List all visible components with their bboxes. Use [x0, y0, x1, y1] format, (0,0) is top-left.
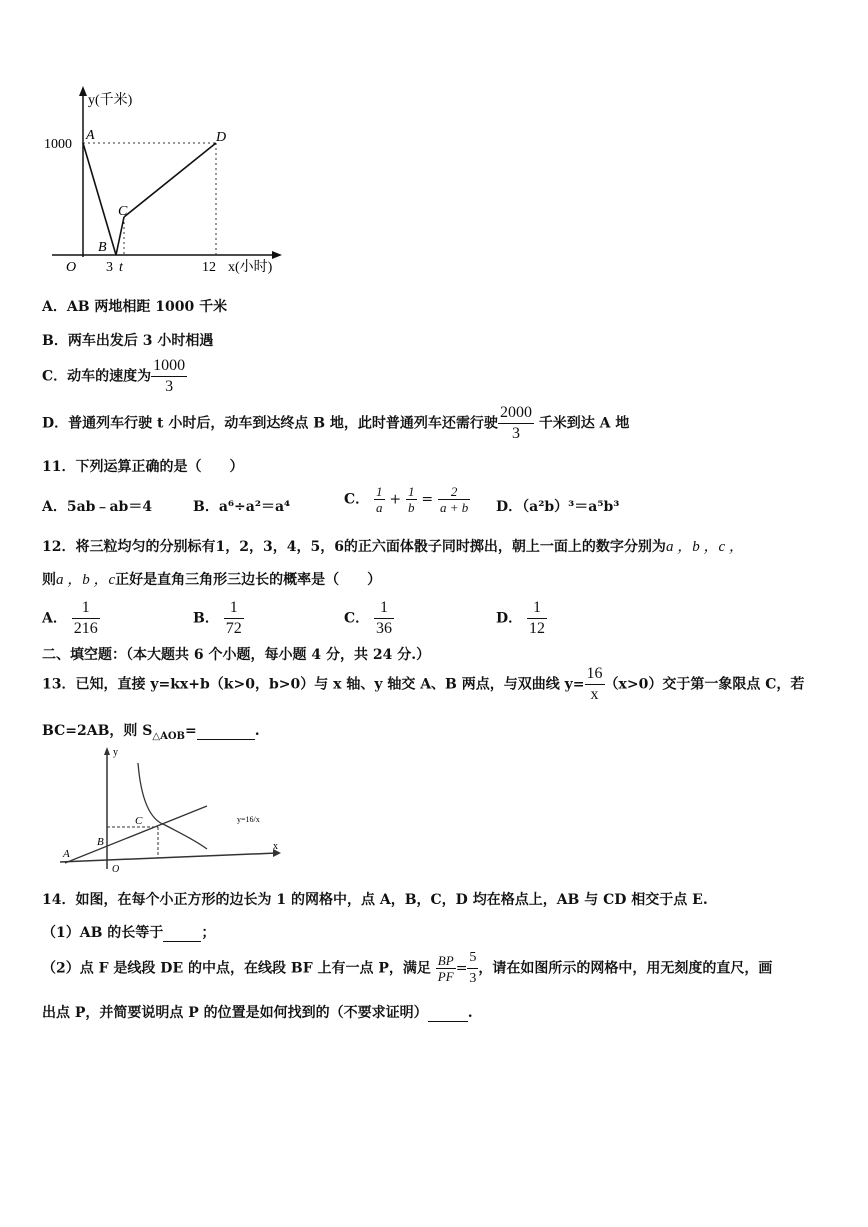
fraction-numerator: 2 [438, 484, 470, 500]
line-A-B [83, 143, 116, 255]
option-label: C． [344, 610, 370, 627]
fraction-numerator: 1000 [151, 356, 187, 377]
fraction-denominator: 72 [225, 620, 242, 637]
x-tick-3: 3 [106, 260, 113, 275]
section-2-title: 二、填空题：（本大题共 6 个小题，每小题 4 分，共 24 分.） [42, 647, 431, 663]
fraction-denominator: a [376, 500, 383, 515]
fraction-denominator: a + b [440, 500, 469, 515]
fraction-denominator: PF [437, 969, 454, 984]
q12-stem-text: 12．将三粒均匀的分别标有1，2，3，4，5，6的正六面体骰子同时掷出，朝上一面上的数字分别为 [42, 539, 666, 555]
q10-option-D-pre: D．普通列车行驶 t 小时后，动车到达终点 B 地，此时普通列车还需行驶 [42, 415, 498, 432]
point-B-label: B [97, 836, 104, 848]
q13-line1-post: （x>0）交于第一象限点 C，若 [604, 676, 805, 693]
fraction-denominator: 3 [469, 971, 477, 986]
fraction-numerator: 1 [408, 484, 415, 499]
q10-option-D [42, 403, 629, 444]
fraction-numerator: 16 [585, 664, 605, 685]
x-tick-t: t [119, 260, 123, 275]
distance-time-graph [30, 82, 320, 282]
q10-option-D-fraction [498, 403, 534, 444]
q13-equals: = [185, 723, 197, 739]
fraction-numerator: 1 [72, 598, 100, 619]
x-axis-arrow [272, 251, 282, 259]
fraction-1-over-a [374, 484, 385, 515]
fraction-1-72 [224, 598, 244, 639]
hyperbola-curve [138, 763, 207, 849]
q11-option-C-label: C． [344, 491, 370, 508]
q11-option-B: B．a⁶÷a²＝a⁴ [193, 499, 291, 515]
q11-stem: 11．下列运算正确的是（ ） [42, 459, 244, 475]
fraction-5-over-3 [467, 948, 478, 989]
point-B-label: B [98, 240, 107, 255]
y-axis-label: y [113, 747, 118, 758]
q14-part1-text: （1）AB 的长等于 [42, 925, 164, 941]
fraction-numerator: 5 [467, 948, 478, 969]
fraction-2-over-a-plus-b [438, 484, 470, 515]
fraction-1-36 [374, 598, 394, 639]
q14-part2-line2-text: 出点 P，并简要说明点 P 的位置是如何找到的（不要求证明） [42, 1005, 428, 1021]
q14-part2-end: . [467, 1005, 473, 1021]
option-label: A． [42, 610, 67, 627]
q13-end: . [254, 723, 260, 739]
q12-option-C [344, 598, 394, 639]
q11-option-C: C． $\frac{1}{a}$ + $\frac{1}{b}$ = $\frac{2}{a + b}$ [344, 484, 469, 515]
q10-option-B: B．两车出发后 3 小时相遇 [42, 333, 214, 349]
q12-stem2-pre: 则 [42, 572, 56, 588]
line-B-C [116, 217, 124, 255]
line-C-D [124, 143, 216, 217]
fraction-denominator: 12 [529, 620, 546, 637]
x-axis-label: x(小时) [228, 260, 273, 275]
fraction-numerator: 1 [224, 598, 244, 619]
point-A-label: A [63, 848, 70, 860]
q13-line2-text: BC=2AB，则 S [42, 723, 153, 739]
fraction-denominator: x [590, 686, 599, 703]
fraction-16-over-x [585, 664, 605, 705]
fraction-BP-over-PF [436, 953, 456, 984]
q11-option-D: D．（a²b）³＝a⁵b³ [496, 499, 620, 515]
q10-option-A: A．AB 两地相距 1000 千米 [42, 299, 228, 315]
q10-option-C [42, 356, 187, 397]
point-A-label: A [86, 128, 95, 143]
q14-part2-line2 [42, 1002, 473, 1022]
fraction-denominator: 36 [376, 620, 393, 637]
q12-stem2-vars: a ，b ，c [56, 572, 116, 588]
option-label: B． [193, 610, 219, 627]
q10-option-C-text: C．动车的速度为 [42, 368, 152, 385]
q14-part2-pre: （2）点 F 是线段 DE 的中点，在线段 BF 上有一点 P，满足 [42, 960, 431, 977]
fraction-numerator: 1 [527, 598, 547, 619]
point-C-label: C [135, 815, 143, 827]
fraction-numerator: BP [437, 953, 454, 968]
origin-label: O [112, 864, 120, 875]
q14-part1-end: ； [201, 925, 216, 941]
fraction-numerator: 1 [374, 598, 394, 619]
fraction-1-216 [72, 598, 100, 639]
q13-subscript: △AOB [152, 730, 186, 742]
fraction-numerator: 1 [376, 484, 383, 499]
q12-stem-line2 [42, 568, 381, 589]
q14-part1 [42, 922, 215, 942]
y-axis-arrow [104, 747, 110, 755]
x-axis [60, 853, 277, 862]
fraction-denominator: b [408, 500, 415, 515]
y-axis-arrow [79, 86, 87, 96]
origin-label: O [66, 260, 77, 275]
fraction-1-12 [527, 598, 547, 639]
q10-option-C-fraction [151, 356, 187, 397]
q13-line1-pre: 13．已知，直接 y=kx+b（k>0，b>0）与 x 轴、y 轴交 A、B 两点，与双曲线 y= [42, 676, 585, 693]
point-D-label: D [216, 130, 227, 145]
fraction-denominator: 3 [165, 378, 174, 395]
q11-option-A: A．5ab﹣ab＝4 [42, 499, 153, 515]
q13-answer-blank[interactable] [197, 723, 255, 740]
equals-sign: = [455, 960, 468, 977]
q12-stem-vars: a ，b ，c ， [665, 539, 744, 555]
q13-line2 [42, 720, 260, 742]
q14-part1-blank[interactable] [163, 925, 201, 942]
fraction-numerator: 2000 [498, 403, 534, 424]
q12-stem2-post: 正好是直角三角形三边长的概率是（ ） [115, 572, 382, 588]
curve-label: y=16/x [237, 815, 260, 824]
y-axis-label: y(千米) [88, 93, 133, 108]
q13-line1 [42, 664, 804, 705]
q12-option-B [193, 598, 244, 639]
q14-part2-post: ，请在如图所示的网格中，用无刻度的直尺，画 [478, 960, 773, 977]
q14-part2-line1 [42, 948, 772, 989]
point-C-label: C [118, 204, 128, 219]
y-tick-1000: 1000 [44, 137, 72, 152]
q14-part2-blank[interactable] [428, 1005, 468, 1022]
fraction-denominator: 216 [73, 620, 98, 637]
q10-option-D-post: 千米到达 A 地 [538, 415, 630, 432]
q12-option-A [42, 598, 100, 639]
q14-stem: 14．如图，在每个小正方形的边长为 1 的网格中，点 A，B，C，D 均在格点上，AB 与 CD 相交于点 E. [42, 892, 708, 908]
x-tick-12: 12 [202, 260, 216, 275]
q12-stem-line1 [42, 535, 744, 556]
fraction-denominator: 3 [511, 425, 520, 442]
x-axis-label: x [273, 841, 278, 852]
q12-option-D [496, 598, 547, 639]
option-label: D． [496, 610, 523, 627]
fraction-1-over-b [406, 484, 417, 515]
hyperbola-line-graph [55, 745, 295, 875]
